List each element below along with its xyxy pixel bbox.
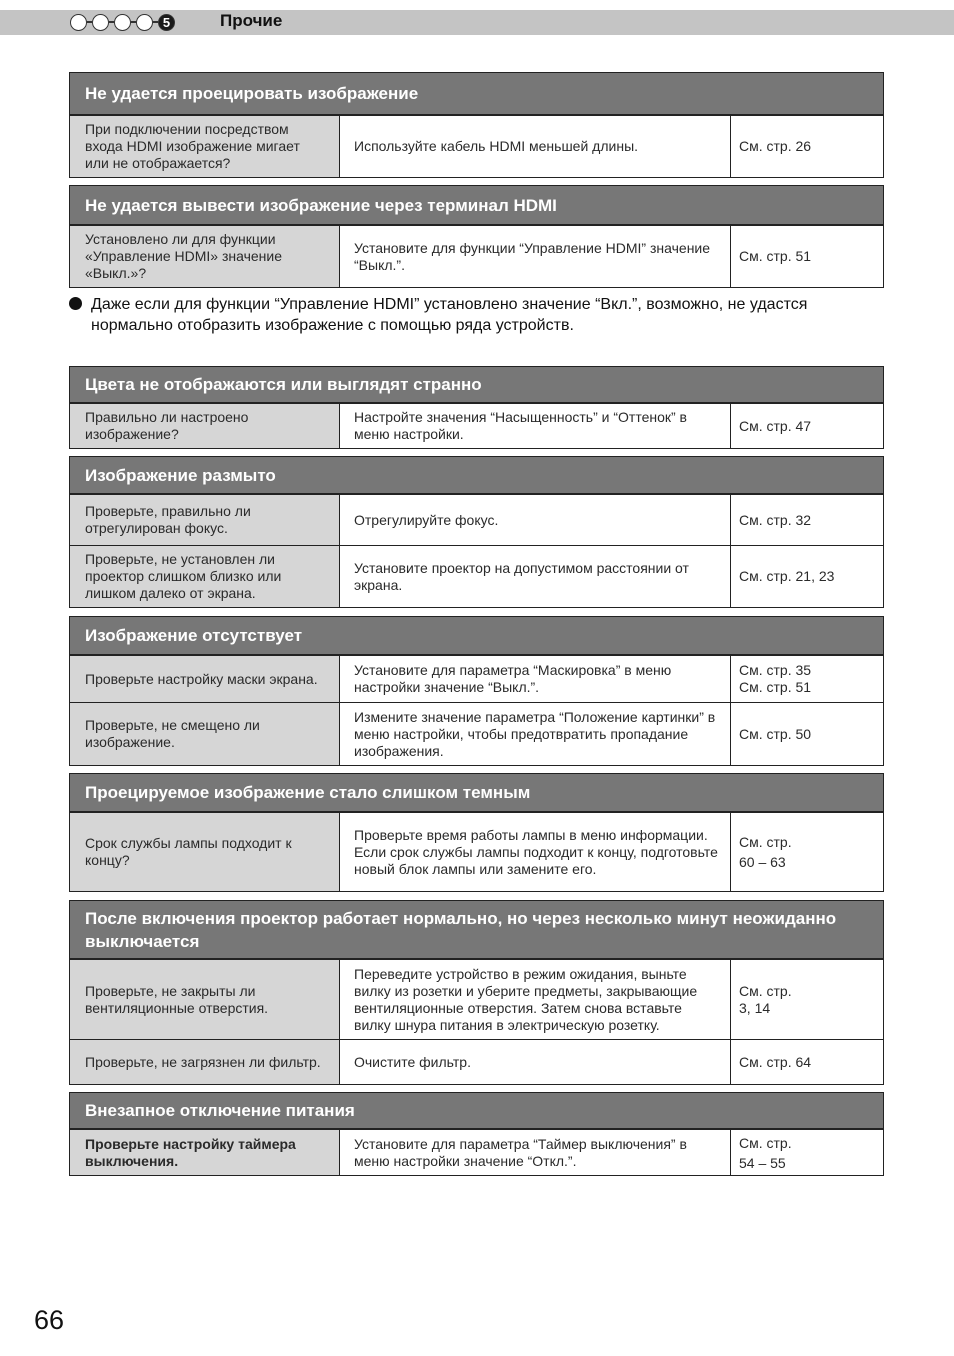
check-cell: Проверьте, не установлен ли проектор слишком близко или лишком далеко от экрана. — [70, 546, 340, 607]
troubleshoot-table — [69, 1092, 884, 1176]
ref-line: 60 – 63 — [739, 854, 786, 870]
section-title: Прочие — [220, 11, 283, 30]
step-circle-icon — [114, 14, 131, 31]
troubleshoot-table — [69, 900, 884, 1085]
troubleshoot-table — [69, 366, 884, 449]
solution-cell: Измените значение параметра “Положение картинки” в меню настройки, чтобы предотвратить пропадание изображения. — [340, 703, 731, 765]
ref-cell — [731, 1130, 883, 1175]
ref-line: 3, 14 — [739, 999, 771, 1016]
solution-cell: Установите для функции “Управление HDMI” значение “Выкл.”. — [340, 226, 731, 287]
ref-cell: См. стр. 47 — [739, 417, 812, 434]
table-row — [70, 225, 883, 287]
ref-cell: См. стр. 32 — [739, 511, 812, 528]
check-cell: Установлено ли для функции «Управление HDMI» значение «Выкл.»? — [70, 226, 340, 287]
ref-cell: См. стр. 64 — [739, 1053, 812, 1070]
step-circle-icon — [92, 14, 109, 31]
solution-cell: Отрегулируйте фокус. — [340, 495, 731, 545]
check-cell: При подключении посредством входа HDMI изображение мигает или не отображается? — [70, 116, 340, 177]
step-circle-icon — [136, 14, 153, 31]
ref-line: См. стр. 51 — [739, 679, 812, 695]
ref-line: См. стр. 35 — [739, 662, 812, 678]
solution-cell: Используйте кабель HDMI меньшей длины. — [340, 116, 731, 177]
note — [69, 294, 889, 336]
ref-cell — [731, 960, 883, 1039]
table-title: Внезапное отключение питания — [70, 1093, 883, 1129]
ref-cell — [731, 813, 883, 891]
table-row — [70, 545, 883, 607]
solution-cell: Установите для параметра “Таймер выключения” в меню настройки значение “Откл.”. — [340, 1130, 731, 1175]
step-circle-icon — [70, 14, 87, 31]
table-row — [70, 494, 883, 545]
table-row — [70, 1039, 883, 1084]
table-row — [70, 812, 883, 891]
check-cell: Срок службы лампы подходит к концу? — [70, 813, 340, 891]
page-number: 66 — [34, 1305, 65, 1335]
solution-cell: Проверьте время работы лампы в меню информации. Если срок службы лампы подходит к концу, подготовьте новый блок лампы или замените его. — [340, 813, 731, 891]
check-cell: Проверьте, правильно ли отрегулирован фокус. — [70, 495, 340, 545]
table-row — [70, 702, 883, 765]
table-row — [70, 1129, 883, 1175]
ref-cell: См. стр. 50 — [739, 725, 812, 742]
ref-cell — [731, 656, 883, 702]
check-cell: Правильно ли настроено изображение? — [70, 404, 340, 448]
solution-cell: Очистите фильтр. — [340, 1040, 731, 1084]
check-cell: Проверьте, не закрыты ли вентиляционные отверстия. — [70, 960, 340, 1039]
troubleshoot-table — [69, 185, 884, 288]
table-title: Цвета не отображаются или выглядят странно — [70, 367, 883, 403]
ref-cell: См. стр. 21, 23 — [739, 568, 835, 584]
table-title: После включения проектор работает нормально, но через несколько минут неожиданно выключается — [70, 901, 883, 959]
table-title: Не удается вывести изображение через терминал HDMI — [70, 186, 883, 225]
ref-line: См. стр. — [739, 982, 792, 999]
solution-cell: Установите проектор на допустимом расстоянии от экрана. — [340, 546, 731, 607]
ref-line: 54 – 55 — [739, 1154, 786, 1171]
ref-cell: См. стр. 51 — [739, 248, 812, 264]
check-cell: Проверьте настройку маски экрана. — [70, 656, 340, 702]
table-row — [70, 115, 883, 177]
step-indicator — [70, 12, 175, 32]
table-row — [70, 403, 883, 448]
bullet-icon — [69, 297, 82, 310]
table-row — [70, 655, 883, 702]
troubleshoot-table — [69, 456, 884, 608]
note-text: Даже если для функции “Управление HDMI” установлено значение “Вкл.”, возможно, не удастся нормально отобразить изображение с помощью ряда устройств. — [91, 296, 808, 334]
table-row — [70, 959, 883, 1039]
check-cell: Проверьте, не загрязнен ли фильтр. — [70, 1040, 340, 1084]
table-title: Изображение отсутствует — [70, 617, 883, 655]
check-cell: Проверьте, не смещено ли изображение. — [70, 703, 340, 765]
troubleshoot-table — [69, 72, 884, 178]
ref-line: См. стр. — [739, 1134, 792, 1151]
table-title: Проецируемое изображение стало слишком темным — [70, 774, 883, 812]
solution-cell: Переведите устройство в режим ожидания, выньте вилку из розетки и уберите предметы, закрывающие вентиляционные отверстия. Затем снова вставьте вилку шнура питания в электрическую розетку. — [340, 960, 731, 1039]
ref-cell: См. стр. 26 — [739, 138, 812, 154]
active-step-icon: 5 — [158, 14, 175, 31]
check-cell: Проверьте настройку таймера выключения. — [70, 1130, 340, 1175]
solution-cell: Настройте значения “Насыщенность” и “Оттенок” в меню настройки. — [340, 404, 731, 448]
ref-line: См. стр. — [739, 834, 792, 850]
solution-cell: Установите для параметра “Маскировка” в меню настройки значение “Выкл.”. — [340, 656, 731, 702]
troubleshoot-table — [69, 773, 884, 892]
table-title: Изображение размыто — [70, 457, 883, 494]
troubleshoot-table — [69, 616, 884, 766]
table-title: Не удается проецировать изображение — [70, 73, 883, 115]
